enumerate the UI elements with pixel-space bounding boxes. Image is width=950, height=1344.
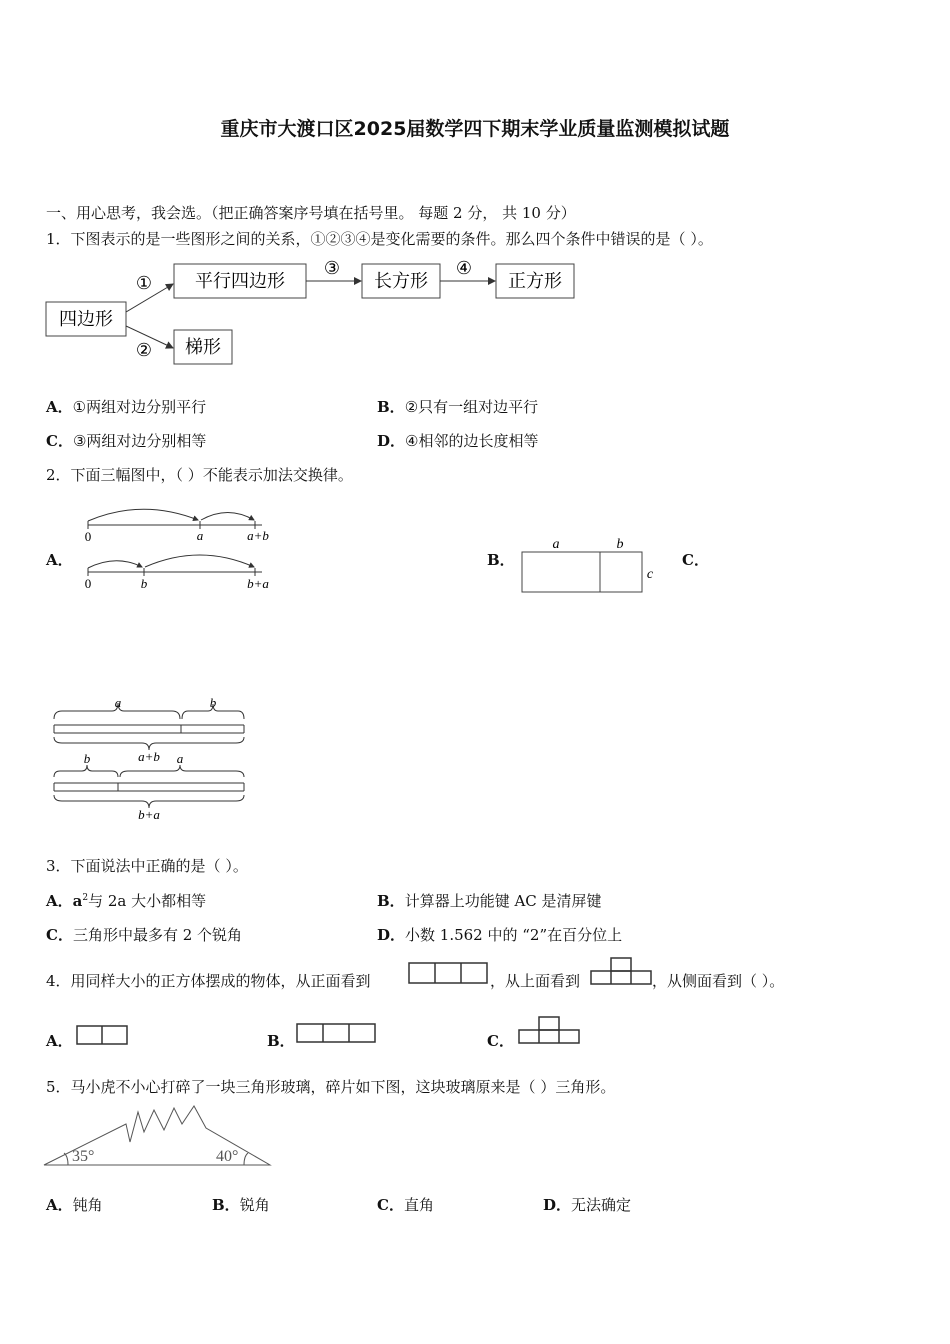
cond-2: ② [135,340,153,360]
svg-text:b: b [140,576,148,591]
q4-option-a-figure [76,1024,132,1046]
q4-stem-part1: 4．用同样大小的正方体摆成的物体，从正面看到 [46,972,371,990]
q2-label-c[interactable]: C． [682,551,709,569]
q4-option-a[interactable]: A． [46,1032,73,1050]
cond-1: ① [135,273,153,293]
cond-3: ③ [323,258,341,278]
svg-text:b+a: b+a [138,807,160,822]
section-heading: 一、用心思考，我会选。（把正确答案序号填在括号里。 每题 2 分， 共 10 分） [46,204,576,222]
q5-option-a[interactable]: A．钝角 [46,1196,103,1214]
q3-option-c[interactable]: C．三角形中最多有 2 个锐角 [46,926,243,944]
angle-right-label: 40° [216,1148,239,1165]
q5-stem: 5．马小虎不小心打碎了一块三角形玻璃，碎片如下图，这块玻璃原来是（ ）三角形。 [46,1078,616,1096]
svg-text:a: a [176,751,184,766]
rect-text: 长方形 [374,271,428,291]
svg-text:b+a: b+a [247,576,269,591]
q4-stem-part2: ，从上面看到 [490,972,581,990]
q3-stem: 3．下面说法中正确的是（ ）。 [46,857,248,875]
q1-stem: 1．下图表示的是一些图形之间的关系，①②③④是变化需要的条件。那么四个条件中错误的是（ ）。 [46,230,713,248]
svg-text:a+b: a+b [138,749,160,764]
q4-option-c[interactable]: C． [487,1032,514,1050]
svg-text:0: 0 [84,576,92,591]
q1-option-c[interactable]: C．③两组对边分别相等 [46,432,207,450]
q2-stem: 2．下面三幅图中，（ ）不能表示加法交换律。 [46,466,353,484]
svg-text:b: b [209,695,217,710]
para-text: 平行四边形 [195,271,285,291]
q4-option-b[interactable]: B． [267,1032,295,1050]
svg-text:a: a [114,695,122,710]
svg-text:b: b [83,751,91,766]
square-text: 正方形 [508,271,562,291]
q3-option-a[interactable]: A．$a^2$与 2a 大小都相等 [46,892,207,910]
svg-text:c: c [646,567,654,582]
q2-figure-b [518,534,663,596]
angle-left-label: 35° [72,1148,95,1165]
q1-option-d[interactable]: D．④相邻的边长度相等 [377,432,539,450]
trap-text: 梯形 [185,337,221,357]
svg-text:a: a [552,537,560,552]
q5-option-b[interactable]: B．锐角 [212,1196,270,1214]
cond-4: ④ [455,258,473,278]
q4-option-b-figure [296,1022,378,1044]
q5-glass-figure [42,1104,274,1168]
q4-stem-part3: ，从侧面看到（ ）。 [652,972,785,990]
q3-option-b[interactable]: B．计算器上功能键 AC 是清屏键 [377,892,602,910]
q1-option-a[interactable]: A．①两组对边分别平行 [46,398,207,416]
svg-text:b: b [616,537,624,552]
quad-text: 四边形 [59,309,113,329]
svg-text:a: a [196,528,204,543]
page-title: 重庆市大渡口区2025届数学四下期末学业质量监测模拟试题 [220,118,730,140]
svg-text:a+b: a+b [247,528,269,543]
q2-figure-a [80,500,280,595]
q4-option-c-figure [518,1015,582,1045]
svg-text:0: 0 [84,529,92,544]
q1-option-b[interactable]: B．②只有一组对边平行 [377,398,539,416]
q2-figure-c [50,693,250,823]
q5-option-c[interactable]: C．直角 [377,1196,434,1214]
q2-label-b[interactable]: B． [487,551,515,569]
q4-top-view [590,956,654,986]
q5-option-d[interactable]: D．无法确定 [543,1196,632,1214]
q1-diagram [44,256,584,371]
q4-front-view [408,962,490,984]
q3-option-d[interactable]: D．小数 1.562 中的 “2”在百分位上 [377,926,623,944]
q2-label-a[interactable]: A． [46,551,73,569]
